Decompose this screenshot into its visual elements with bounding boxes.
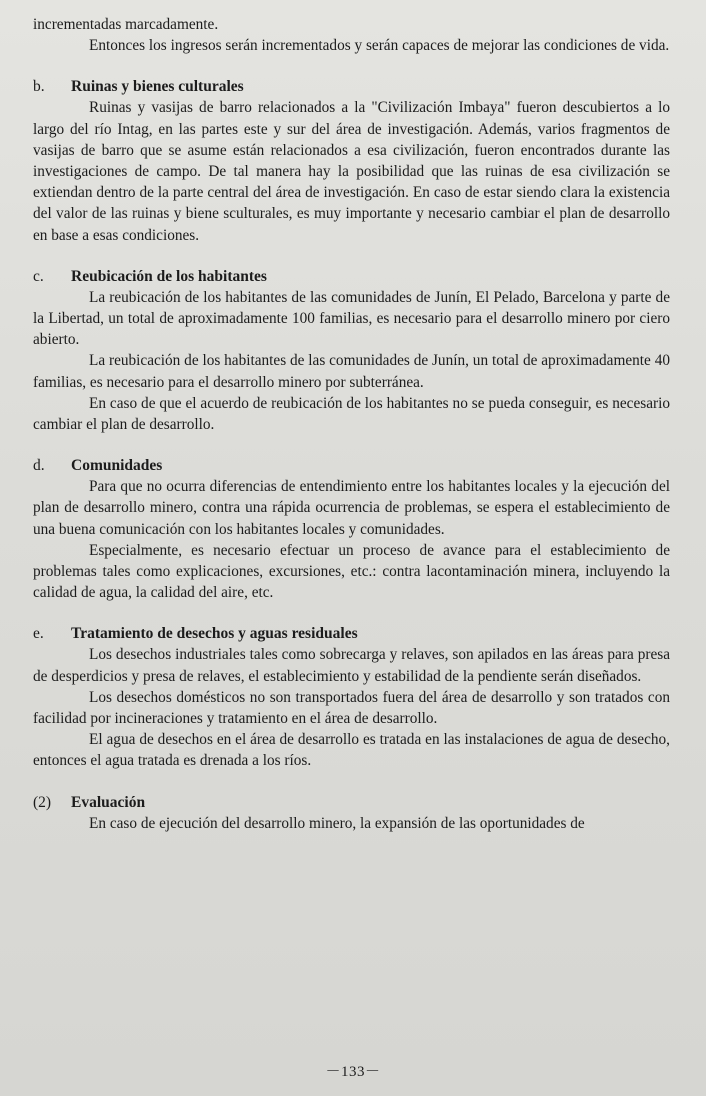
section-c-paragraph-1: La reubicación de los habitantes de las comunidades de Junín, El Pelado, Barcelona y parte de la Libertad, un total de aproximadamente 100 familias, es necesario para el desarrollo minero por ciero abierto. <box>33 288 670 349</box>
section-b-label: b. <box>33 78 45 96</box>
intro-paragraph-2: Entonces los ingresos serán incrementados y serán capaces de mejorar las condiciones de vida. <box>89 37 670 55</box>
section-e-paragraph-2: Los desechos domésticos no son transportados fuera del área de desarrollo y son tratados con facilidad por incineraciones y tratamiento en el área de desarrollo. <box>33 688 670 728</box>
section-c-paragraph-2: La reubicación de los habitantes de las comunidades de Junín, un total de aproximadamente 40 familias, es necesario para el desarrollo minero por subterránea. <box>33 352 670 391</box>
section-evaluation-paragraph-1: En caso de ejecución del desarrollo minero, la expansión de las oportunidades de <box>89 814 585 832</box>
section-c-paragraph-3: En caso de que el acuerdo de reubicación de los habitantes no se pueda conseguir, es necesario cambiar el plan de desarrollo. <box>33 394 670 434</box>
section-d-label: d. <box>33 457 45 475</box>
section-e-paragraph-1: Los desechos industriales tales como sobrecarga y relaves, son apilados en las áreas para presa de desperdicios y presa de relaves, el establecimiento y estabilidad de la pendiente serán diseñados. <box>33 646 670 685</box>
section-c-title: Reubicación de los habitantes <box>71 267 267 285</box>
section-e-heading <box>33 623 670 644</box>
section-evaluation-title: Evaluación <box>71 793 146 811</box>
page-number: －133－ <box>325 1064 381 1080</box>
section-c-heading <box>33 266 670 287</box>
section-b-title: Ruinas y bienes culturales <box>71 78 244 96</box>
section-e-label: e. <box>33 625 44 643</box>
section-evaluation-heading <box>33 792 670 813</box>
section-b-paragraph-1: Ruinas y vasijas de barro relacionados a la "Civilización Imbaya" fueron descubiertos a lo largo del río Intag, en las partes este y sur del área de investigación. Además, varios fragmentos de vasijas de barro que se asume están relacionados a esa civilización, fueron encontrados durante las investigaciones de campo. De tal manera hay la posibilidad que las ruinas de esa civilización se extiendan dentro de la parte central del área de investigación. En caso de estar siendo clara la existencia del valor de las ruinas y biene sculturales, es muy importante y necesario cambiar el plan de desarrollo en base a esas condiciones. <box>33 99 670 244</box>
section-evaluation-label: (2) <box>33 793 52 811</box>
section-d-paragraph-2: Especialmente, es necesario efectuar un proceso de avance para el establecimiento de problemas tales como explicaciones, excursiones, etc.: contra lacontaminación minera, incluyendo la calidad de agua, la calidad del aire, etc. <box>33 541 670 602</box>
section-e-title: Tratamiento de desechos y aguas residuales <box>71 625 358 643</box>
section-d-heading <box>33 455 670 476</box>
section-c-label: c. <box>33 267 44 285</box>
section-e-paragraph-3: El agua de desechos en el área de desarrollo es tratada en las instalaciones de agua de desecho, entonces el agua tratada es drenada a los ríos. <box>33 731 670 770</box>
section-d-paragraph-1: Para que no ocurra diferencias de entendimiento entre los habitantes locales y la ejecución del plan de desarrollo minero, contra una rápida ocurrencia de problemas, se espera el establecimiento de una buena comunicación con los habitantes locales y comunidades. <box>33 478 670 538</box>
section-b-heading <box>33 76 670 97</box>
section-d-title: Comunidades <box>71 457 163 475</box>
intro-paragraph-1: incrementadas marcadamente. <box>33 16 219 33</box>
